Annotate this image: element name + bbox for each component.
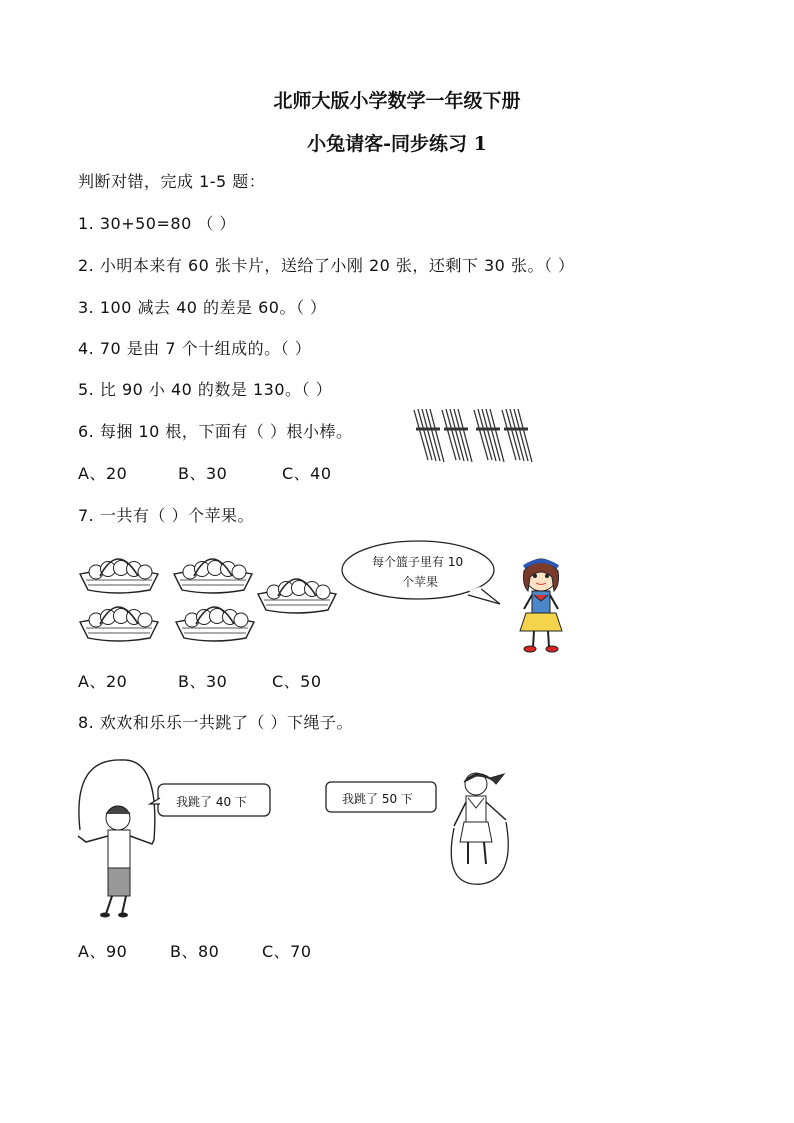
question-1: 1. 30+50=80 （ ） xyxy=(78,214,236,233)
q8-option-b: B、80 xyxy=(170,942,220,961)
stick-bundle xyxy=(502,409,532,462)
page-title: 北师大版小学数学一年级下册 xyxy=(273,90,521,112)
girl-jumping-rope xyxy=(446,768,518,888)
girl-figure xyxy=(508,555,574,657)
question-4: 4. 70 是由 7 个十组成的。（ ） xyxy=(78,339,312,358)
stick-bundle xyxy=(414,409,444,462)
q6-option-b: B、30 xyxy=(178,464,228,483)
question-8: 8. 欢欢和乐乐一共跳了（ ）下绳子。 xyxy=(78,713,353,732)
q8-option-c: C、70 xyxy=(262,942,312,961)
q7-option-a: A、20 xyxy=(78,672,128,691)
bubble-line-1: 每个篮子里有 10 xyxy=(372,555,464,569)
question-2: 2. 小明本来有 60 张卡片，送给了小刚 20 张，还剩下 30 张。（ ） xyxy=(78,256,575,275)
question-7: 7. 一共有（ ）个苹果。 xyxy=(78,506,254,525)
question-6: 6. 每捆 10 根，下面有（ ）根小棒。 xyxy=(78,422,353,441)
stick-bundle xyxy=(442,409,472,462)
stick-bundle xyxy=(474,409,504,462)
instruction-text: 判断对错，完成 1-5 题： xyxy=(78,172,266,191)
question-3: 3. 100 减去 40 的差是 60。（ ） xyxy=(78,298,327,317)
q6-option-a: A、20 xyxy=(78,464,128,483)
question-5: 5. 比 90 小 40 的数是 130。（ ） xyxy=(78,380,333,399)
boy-bubble-text: 我跳了 40 下 xyxy=(176,795,247,809)
q6-option-c: C、40 xyxy=(282,464,332,483)
stick-bundles-image xyxy=(410,405,535,467)
bubble-line-2: 个苹果 xyxy=(402,575,439,589)
q8-option-a: A、90 xyxy=(78,942,128,961)
apple-baskets-image xyxy=(74,548,344,658)
girl-bubble-text: 我跳了 50 下 xyxy=(342,792,413,806)
q7-option-c: C、50 xyxy=(272,672,322,691)
q7-option-b: B、30 xyxy=(178,672,228,691)
page-subtitle: 小兔请客-同步练习 1 xyxy=(307,133,487,155)
